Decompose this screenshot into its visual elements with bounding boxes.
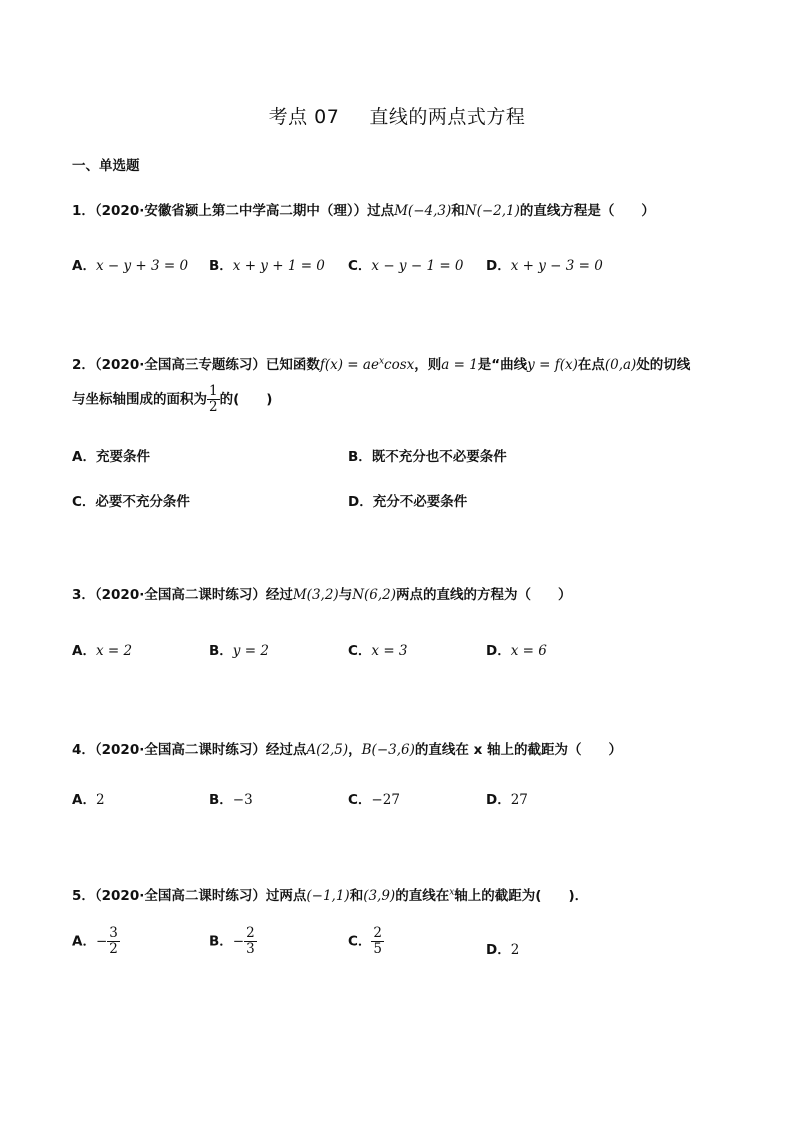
q2-option-a[interactable]	[72, 445, 150, 465]
question-2	[72, 353, 690, 373]
option-text: 27	[510, 792, 528, 808]
option-label: C．	[348, 643, 372, 659]
fraction-numerator: 3	[109, 925, 118, 941]
option-label: A．	[72, 933, 96, 950]
title-main: 考点 07	[268, 106, 340, 128]
option-text: x + y − 3 = 0	[510, 258, 603, 274]
q1-point-n: N(−2,1)	[464, 203, 520, 219]
q4-prefix: 4．（2020·全国高二课时练习）经过点	[72, 742, 307, 758]
q2-function: f(x) = ae	[319, 357, 379, 373]
q5-option-d[interactable]	[486, 938, 519, 958]
option-label: A．	[72, 258, 96, 274]
q2-text: 处的切线	[636, 357, 691, 373]
option-sign: −	[232, 933, 245, 950]
q4-option-c[interactable]	[348, 788, 400, 808]
option-label: B．	[209, 643, 233, 659]
option-label: A．	[72, 643, 96, 659]
option-text: −3	[232, 792, 253, 808]
q3-and: 与	[338, 587, 353, 603]
q4-suffix: 的直线在 x 轴上的截距为（ ）	[414, 742, 622, 758]
q1-option-b[interactable]	[209, 254, 325, 274]
option-text: 充分不必要条件	[372, 494, 468, 510]
q3-prefix: 3．（2020·全国高二课时练习）经过	[72, 587, 293, 603]
q4-point-b: B(−3,6)	[361, 742, 415, 758]
option-label: D．	[486, 258, 511, 274]
option-text: y = 2	[232, 643, 269, 659]
q2-option-d[interactable]	[348, 490, 467, 510]
q3-suffix: 两点的直线的方程为（ ）	[396, 587, 572, 603]
option-text: 既不充分也不必要条件	[371, 449, 507, 465]
option-text: 必要不充分条件	[95, 494, 190, 510]
option-label: C．	[72, 494, 96, 510]
option-text: 充要条件	[95, 449, 150, 465]
q2-point: (0,a)	[604, 357, 637, 373]
q2-function-tail: cosx	[384, 357, 415, 373]
fraction-numerator: 2	[373, 925, 383, 941]
q1-suffix: 的直线方程是（ ）	[519, 203, 655, 219]
q5-suffix: 轴上的截距为( )．	[454, 888, 589, 904]
q5-option-a[interactable]	[72, 926, 120, 957]
q3-option-a[interactable]	[72, 639, 132, 659]
q2-text: ，则	[414, 357, 442, 373]
q2-exponent: x	[378, 356, 385, 367]
q5-point-2: (3,9)	[363, 888, 396, 904]
q4-separator: ，	[348, 742, 362, 758]
option-label: B．	[209, 933, 233, 950]
fraction-numerator: 2	[246, 925, 255, 941]
title-sub: 直线的两点式方程	[369, 106, 526, 128]
q5-text: 的直线在	[395, 888, 450, 904]
q4-option-d[interactable]	[486, 788, 528, 808]
option-text: x − y + 3 = 0	[95, 258, 189, 274]
q5-point-1: (−1,1)	[306, 888, 350, 904]
q5-and: 和	[349, 888, 364, 904]
q1-option-c[interactable]	[348, 254, 464, 274]
q2-text: 是“曲线	[477, 357, 528, 373]
option-text: x − y − 1 = 0	[371, 258, 464, 274]
question-5	[72, 884, 588, 904]
option-text: x + y + 1 = 0	[232, 258, 325, 274]
q2-fraction	[207, 384, 220, 415]
q5-option-b[interactable]	[209, 926, 257, 957]
fraction-denominator: 2	[109, 940, 118, 957]
option-label: B．	[348, 449, 372, 465]
q5-prefix: 5．（2020·全国高二课时练习）过两点	[72, 888, 307, 904]
option-text: −27	[371, 792, 400, 808]
q3-point-n: N(6,2)	[352, 587, 397, 603]
q2-prefix: 2．（2020·全国高三专题练习）已知函数	[72, 357, 320, 373]
q2-text: 的( )	[219, 391, 273, 408]
fraction-denominator: 2	[209, 398, 218, 415]
q2-option-b[interactable]	[348, 445, 507, 465]
option-text: 2	[510, 942, 520, 958]
option-text: 2	[95, 792, 105, 808]
option-label: C．	[348, 792, 372, 808]
section-heading: 一、单选题	[72, 158, 140, 174]
fraction-denominator: 5	[373, 940, 383, 957]
q5-variable: x	[449, 887, 455, 898]
q3-option-d[interactable]	[486, 639, 547, 659]
question-2-line-2	[72, 384, 272, 415]
q2-curve: y = f(x)	[527, 357, 578, 373]
option-fraction	[244, 926, 257, 957]
q3-option-b[interactable]	[209, 639, 269, 659]
q4-option-b[interactable]	[209, 788, 253, 808]
question-3	[72, 583, 572, 603]
q2-text: 在点	[577, 357, 605, 373]
option-text: x = 2	[95, 643, 133, 659]
page-title	[0, 102, 794, 129]
option-label: B．	[209, 792, 233, 808]
q2-text: 与坐标轴围成的面积为	[72, 391, 207, 408]
question-1	[72, 199, 655, 219]
fraction-numerator: 1	[209, 383, 218, 399]
option-fraction	[107, 926, 120, 957]
fraction-denominator: 3	[246, 940, 255, 957]
option-fraction	[371, 926, 384, 957]
option-label: B．	[209, 258, 233, 274]
option-label: A．	[72, 449, 96, 465]
option-sign: −	[95, 933, 108, 950]
q5-option-c[interactable]	[348, 926, 384, 957]
option-label: D．	[486, 792, 511, 808]
q1-option-d[interactable]	[486, 254, 603, 274]
option-label: A．	[72, 792, 96, 808]
q2-condition: a = 1	[441, 357, 478, 373]
q1-and: 和	[451, 203, 465, 219]
option-label: D．	[486, 942, 511, 958]
q2-option-c[interactable]	[72, 490, 190, 510]
q4-option-a[interactable]	[72, 788, 105, 808]
q3-point-m: M(3,2)	[292, 587, 339, 603]
q1-prefix: 1．（2020·安徽省颍上第二中学高二期中（理））过点	[72, 203, 395, 219]
option-text: x = 6	[510, 643, 547, 659]
question-4	[72, 738, 622, 758]
option-label: D．	[486, 643, 511, 659]
q1-option-a[interactable]	[72, 254, 188, 274]
q1-point-m: M(−4,3)	[394, 203, 452, 219]
option-label: D．	[348, 494, 373, 510]
q4-point-a: A(2,5)	[306, 742, 349, 758]
option-label: C．	[348, 258, 372, 274]
option-text: x = 3	[371, 643, 408, 659]
option-label: C．	[348, 933, 372, 950]
q3-option-c[interactable]	[348, 639, 408, 659]
